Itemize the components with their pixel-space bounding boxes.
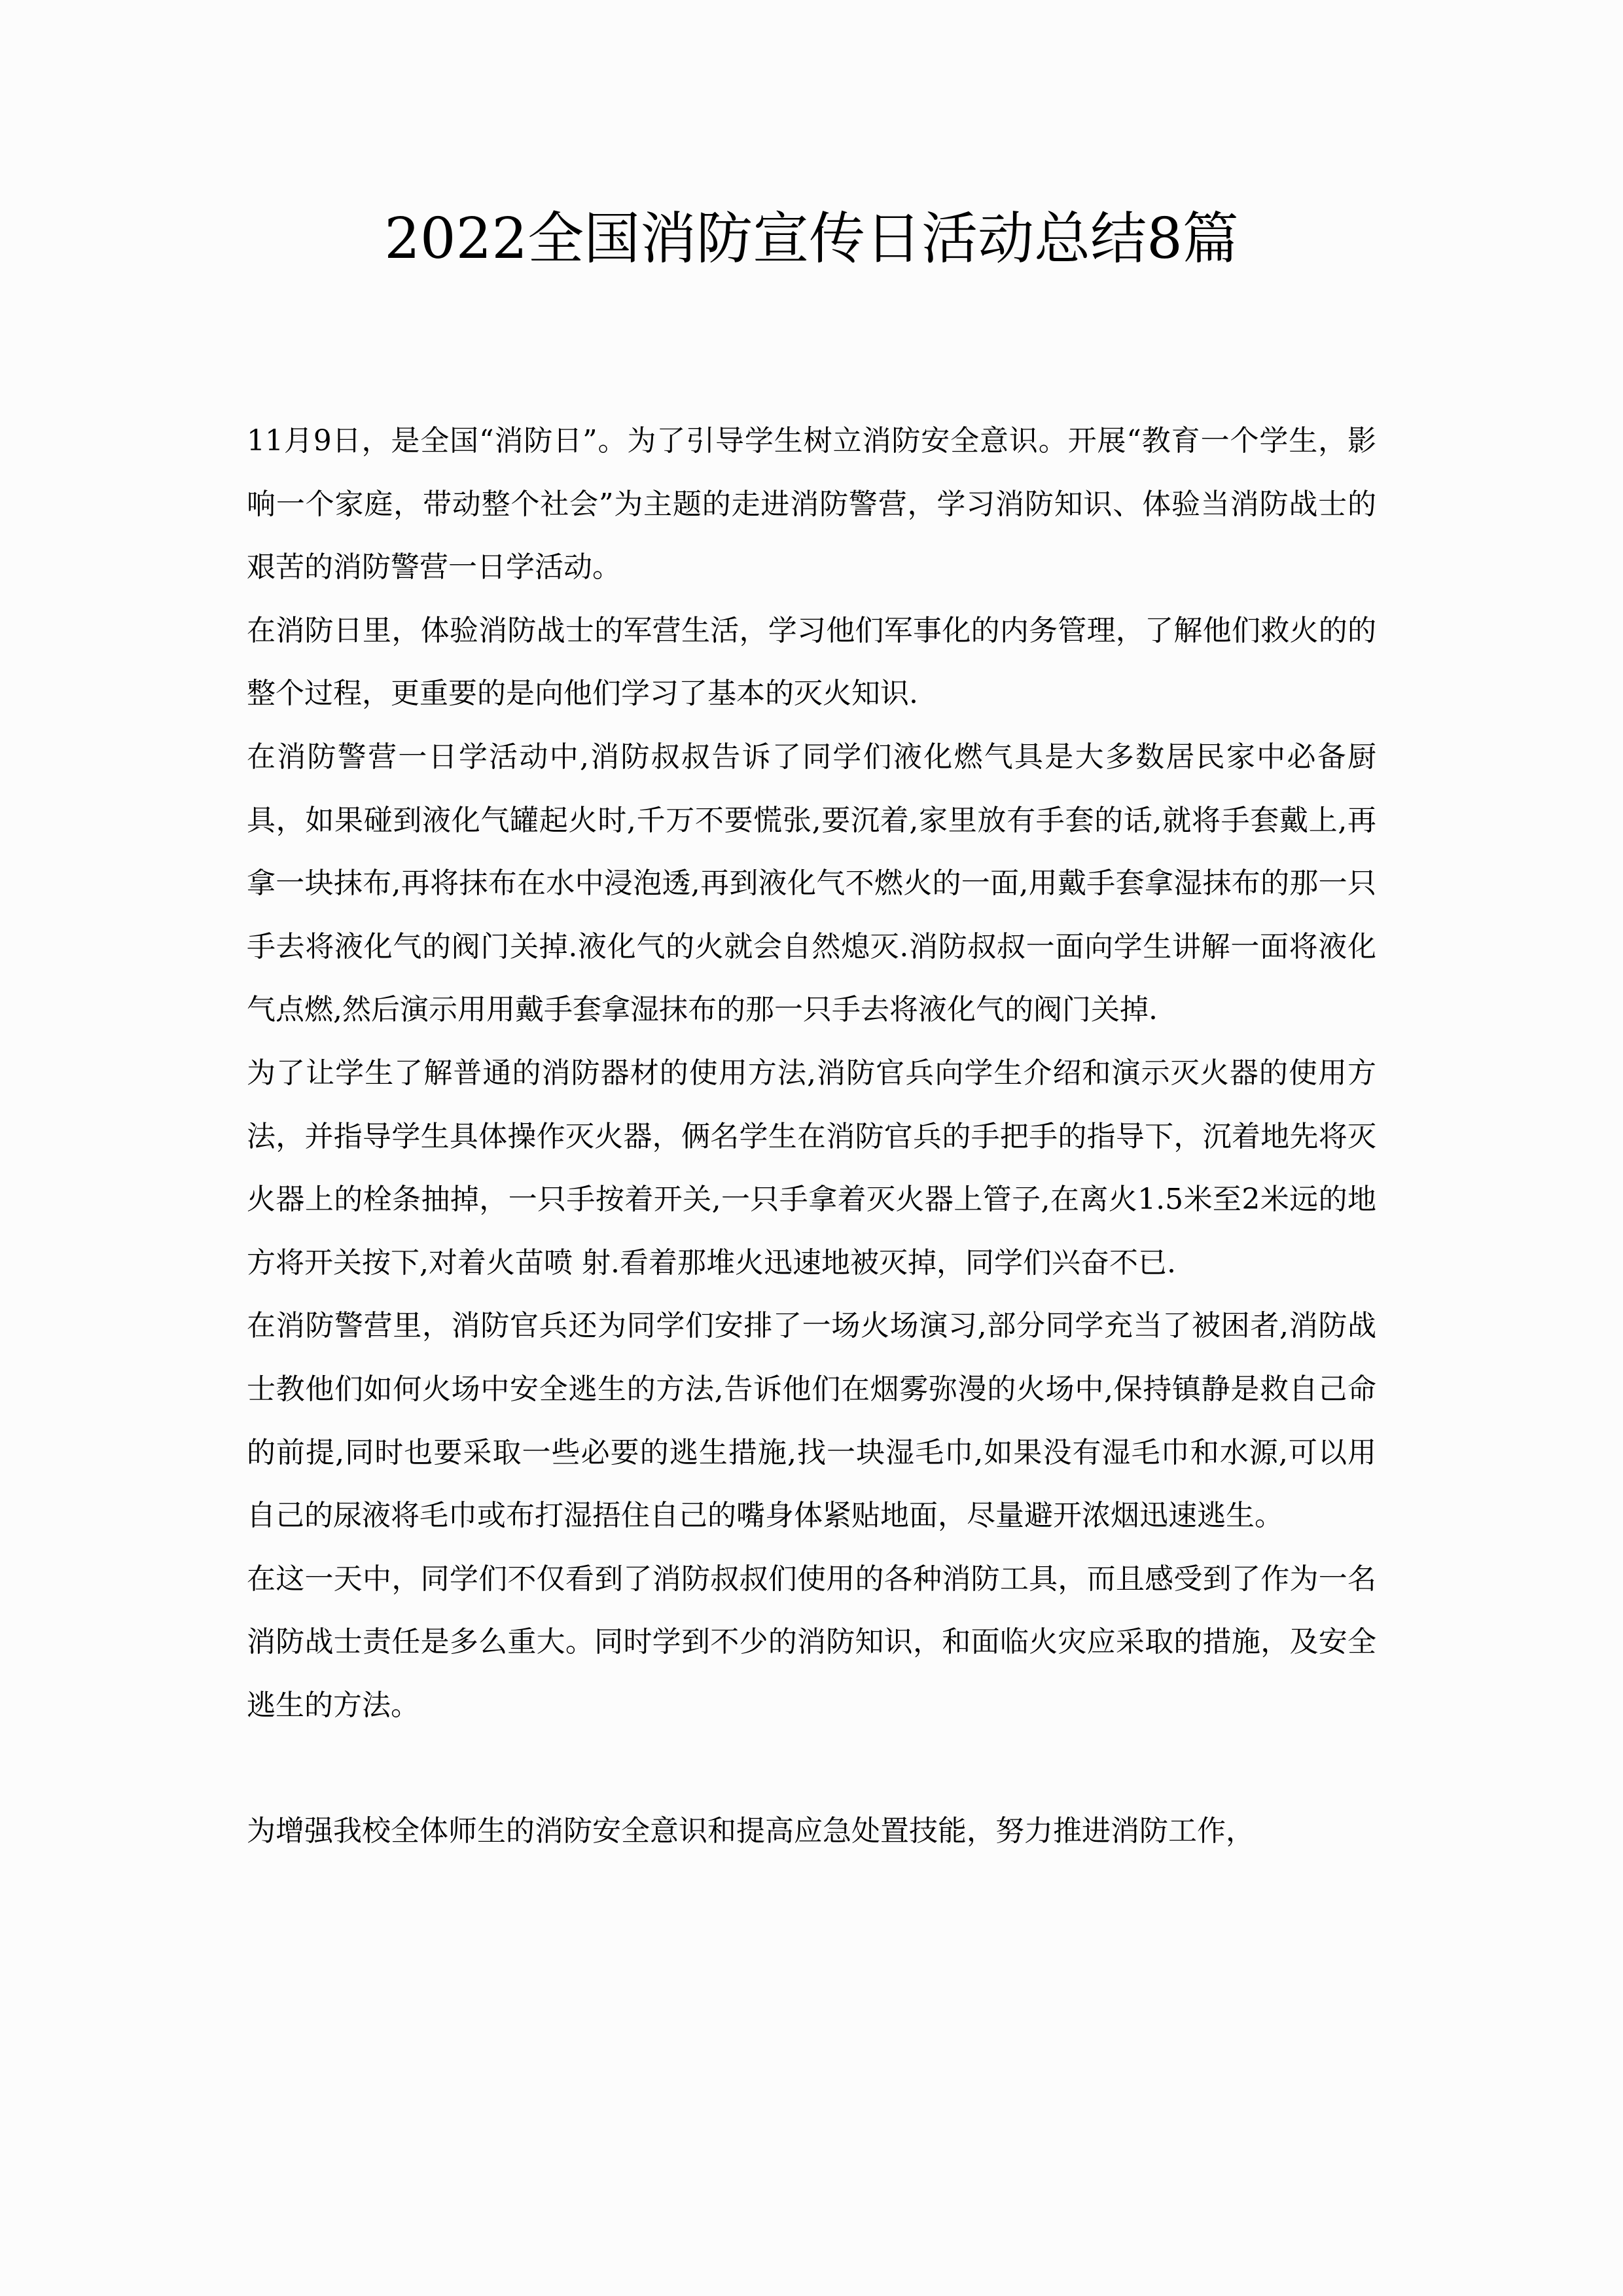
- paragraph-lpg-safety: 在消防警营一日学活动中,消防叔叔告诉了同学们液化燃气具是大多数居民家中必备厨具，如果碰到液化气罐起火时,千万不要慌张,要沉着,家里放有手套的话,就将手套戴上,再拿一块抹布,再将抹布在水中浸泡透,再到液化气不燃火的一面,用戴手套拿湿抹布的那一只手去将液化气的阀门关掉.液化气的火就会自然熄灭.消防叔叔一面向学生讲解一面将液化气点燃,然后演示用用戴手套拿湿抹布的那一只手去将液化气的阀门关掉.: [247, 740, 1376, 1027]
- document-title: 2022全国消防宣传日活动总结8篇: [384, 206, 1239, 272]
- paragraph-conclusion: 在这一天中，同学们不仅看到了消防叔叔们使用的各种消防工具，而且感受到了作为一名消防战士责任是多么重大。同时学到不少的消防知识，和面临火灾应采取的措施，及安全逃生的方法。: [247, 1562, 1376, 1722]
- paragraph-fire-day-experience: 在消防日里，体验消防战士的军营生活，学习他们军事化的内务管理，了解他们救火的的整个过程，更重要的是向他们学习了基本的灭火知识.: [247, 613, 1376, 711]
- paragraph-intro: 11月9日，是全国“消防日”。为了引导学生树立消防安全意识。开展“教育一个学生，影响一个家庭，带动整个社会”为主题的走进消防警营，学习消防知识、体验当消防战士的艰苦的消防警营一日学活动。: [247, 424, 1376, 584]
- paragraph-second-article-start: 为增强我校全体师生的消防安全意识和提高应急处置技能，努力推进消防工作，: [247, 1814, 1255, 1848]
- paragraph-fire-drill: 在消防警营里，消防官兵还为同学们安排了一场火场演习,部分同学充当了被困者,消防战士教他们如何火场中安全逃生的方法,告诉他们在烟雾弥漫的火场中,保持镇静是救自己命的前提,同时也要采取一些必要的逃生措施,找一块湿毛巾,如果没有湿毛巾和水源,可以用自己的尿液将毛巾或布打湿捂住自己的嘴身体紧贴地面，尽量避开浓烟迅速逃生。: [247, 1309, 1376, 1533]
- paragraph-extinguisher-demo: 为了让学生了解普通的消防器材的使用方法,消防官兵向学生介绍和演示灭火器的使用方法，并指导学生具体操作灭火器，俩名学生在消防官兵的手把手的指导下，沉着地先将灭火器上的栓条抽掉，一只手按着开关,一只手拿着灭火器上管子,在离火1.5米至2米远的地方将开关按下,对着火苗喷 射.看着那堆火迅速地被灭掉，同学们兴奋不已.: [247, 1056, 1376, 1280]
- section-spacer: [247, 1737, 1376, 1800]
- document-body: [247, 410, 1376, 1863]
